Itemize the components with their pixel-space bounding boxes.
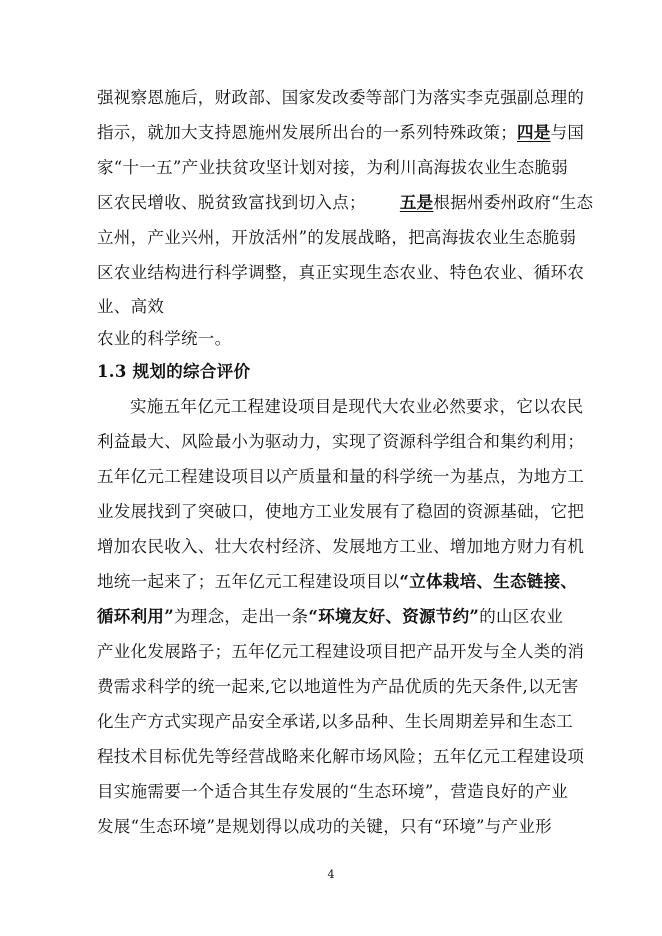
text-run: 农业的科学统一。 xyxy=(97,329,232,348)
text-run: 利益最大、风险最小为驱动力，实现了资源科学组合和集约利用； xyxy=(97,432,585,451)
paragraph-line xyxy=(97,432,584,452)
text-run: 地统一起来了；五年亿元工程建设项目以 xyxy=(97,572,400,591)
text-run: 区农民增收、脱贫致富找到切入点； xyxy=(97,193,366,212)
paragraph-line xyxy=(97,88,584,108)
paragraph-line xyxy=(97,193,593,213)
paragraph-line xyxy=(97,642,584,662)
section-heading-text: 1.3 规划的综合评价 xyxy=(97,362,251,381)
text-run: 强视察恩施后，财政部、国家发改委等部门为落实李克强副总理的 xyxy=(97,88,585,107)
paragraph-line xyxy=(97,537,584,557)
text-run: 业、高效 xyxy=(97,297,165,316)
paragraph-line xyxy=(97,158,568,178)
page-number: 4 xyxy=(327,868,335,881)
paragraph-line xyxy=(97,297,164,317)
paragraph-line xyxy=(97,817,552,837)
paragraph-line xyxy=(97,747,584,767)
text-run: 的山区农业 xyxy=(479,607,564,626)
emphasis-phrase: “立体栽培、生态链接、 xyxy=(399,572,578,591)
paragraph-line xyxy=(97,607,563,627)
text-run: 化生产方式实现产品安全承诺,以多品种、生长周期差异和生态工 xyxy=(97,712,573,731)
text-run: 为理念，走出一条 xyxy=(174,607,309,626)
text-run: 与国 xyxy=(550,123,585,142)
emphasis-phrase: 循环利用” xyxy=(97,607,174,626)
section-heading xyxy=(97,362,250,382)
text-run: 业发展找到了突破口，使地方工业发展有了稳固的资源基础，它把 xyxy=(97,502,585,521)
emphasis-item-five: 五是 xyxy=(399,193,434,212)
text-run: 五年亿元工程建设项目以产质量和量的科学统一为基点，为地方工 xyxy=(97,467,585,486)
text-run: 指示，就加大支持恩施州发展所出台的一系列特殊政策； xyxy=(97,123,517,142)
paragraph-line xyxy=(97,782,568,802)
paragraph-line xyxy=(130,397,584,417)
paragraph-line xyxy=(97,123,584,143)
text-run: 产业化发展路子；五年亿元工程建设项目把产品开发与全人类的消 xyxy=(97,642,585,661)
text-run: 根据州委州政府“生态 xyxy=(433,193,594,212)
text-run: 程技术目标优先等经营战略来化解市场风险；五年亿元工程建设项 xyxy=(97,747,585,766)
emphasis-item-four: 四是 xyxy=(517,123,551,142)
text-run: 区农业结构进行科学调整，真正实现生态农业、特色农业、循环农 xyxy=(97,263,585,282)
paragraph-line xyxy=(97,572,577,592)
paragraph-line xyxy=(97,502,584,522)
paragraph-line xyxy=(97,712,573,732)
emphasis-phrase: “环境友好、资源节约” xyxy=(308,607,480,626)
text-run: 家“十一五”产业扶贫攻坚计划对接，为利川高海拔农业生态脆弱 xyxy=(97,158,569,177)
paragraph-line xyxy=(97,228,576,248)
paragraph-line xyxy=(97,677,579,697)
text-run: 费需求科学的统一起来,它以地道性为产品优质的先天条件,以无害 xyxy=(97,677,579,696)
text-run: 目实施需要一个适合其生存发展的“生态环境”，营造良好的产业 xyxy=(97,782,569,801)
text-run: 实施五年亿元工程建设项目是现代大农业必然要求，它以农民 xyxy=(130,397,584,416)
text-run: 发展“生态环境”是规划得以成功的关键，只有“环境”与产业形 xyxy=(97,817,552,836)
text-run: 立州，产业兴州，开放活州”的发展战略，把高海拔农业生态脆弱 xyxy=(97,228,577,247)
text-run: 增加农民收入、壮大农村经济、发展地方工业、增加地方财力有机 xyxy=(97,537,585,556)
paragraph-line xyxy=(97,467,584,487)
paragraph-line xyxy=(97,329,231,349)
paragraph-line xyxy=(97,263,584,283)
